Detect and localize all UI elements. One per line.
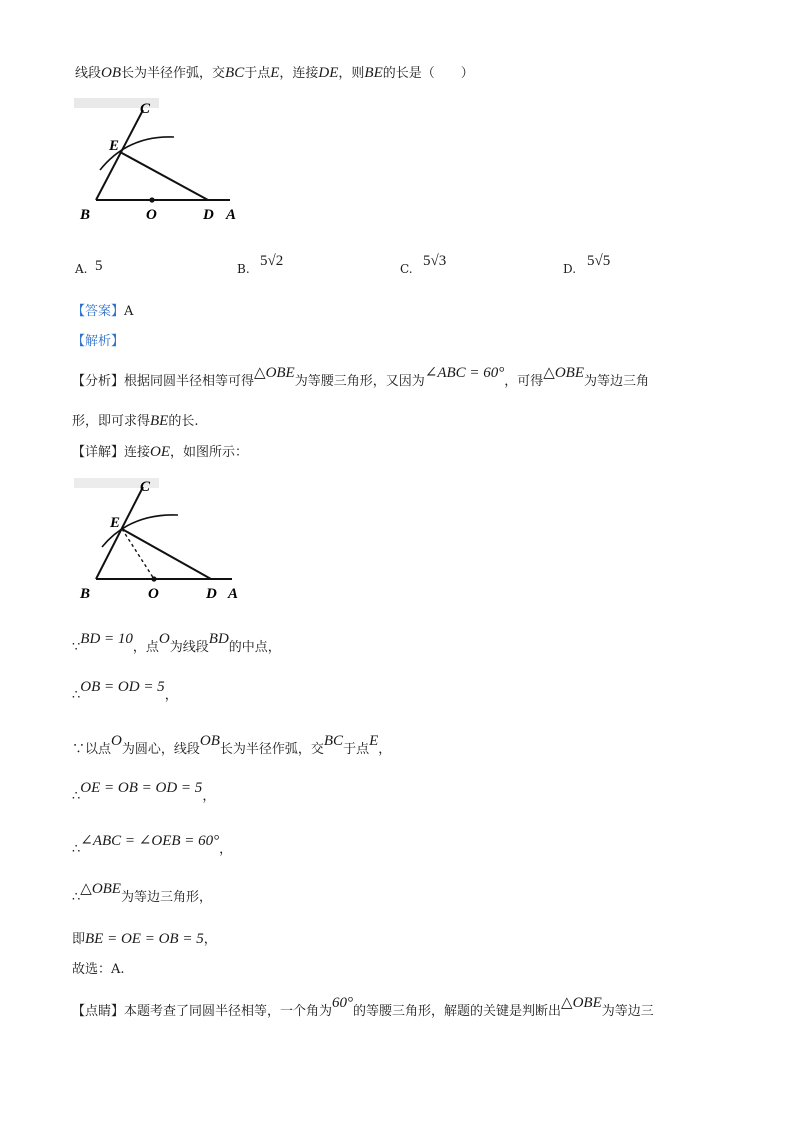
option-d-letter: D.	[563, 262, 577, 276]
step-1	[72, 631, 281, 656]
text: ，如图所示：	[170, 445, 249, 460]
option-b-value: 5√2	[260, 253, 284, 269]
math: BC	[323, 733, 344, 749]
math: ∠ABC = ∠OEB = 60°	[80, 833, 220, 849]
math: O	[111, 733, 122, 749]
math: △OBE	[80, 881, 121, 897]
text: 本题考查了同圆半径相等，一个角为	[124, 1004, 333, 1019]
line-ED	[122, 529, 211, 579]
text: 连接	[124, 445, 151, 460]
text: ，	[219, 842, 233, 857]
line-ED	[120, 152, 208, 200]
label-D: D	[206, 586, 217, 602]
label-A: A	[228, 586, 239, 602]
math: BE = OE = OB = 5	[85, 931, 204, 947]
option-c-value: 5√3	[423, 253, 447, 269]
label-D: D	[203, 207, 214, 223]
math: OB	[101, 65, 122, 81]
line-BC	[96, 487, 143, 579]
text: 的长.	[168, 414, 199, 429]
text: 为圆心，线段	[121, 742, 200, 757]
step-2	[72, 679, 178, 704]
option-a-value: 5	[95, 258, 103, 274]
point-O	[149, 197, 154, 202]
label-A: A	[226, 207, 237, 223]
step-5	[72, 833, 233, 858]
text: 根据同圆半径相等可得	[124, 374, 255, 389]
fenxi-tag: 【分析】	[72, 374, 125, 389]
text: 线段	[75, 66, 102, 81]
option-c-letter: C.	[400, 262, 413, 276]
symbol: ∴	[72, 890, 81, 905]
math: ∠ABC = 60°	[424, 365, 505, 381]
label-O: O	[146, 207, 157, 223]
label-O: O	[148, 586, 159, 602]
label-B: B	[80, 207, 91, 223]
math: △OBE	[561, 995, 602, 1011]
question-line	[75, 62, 474, 82]
fenxi-line-2	[72, 410, 198, 430]
math: O	[158, 631, 170, 647]
text: ，则	[338, 66, 365, 81]
math: OE	[150, 444, 171, 460]
symbol: ∴	[72, 688, 81, 703]
step-3	[72, 733, 392, 758]
text: 形，即可求得	[72, 414, 151, 429]
symbol: ∴	[72, 842, 81, 857]
text: 长为半径作弧，交	[219, 742, 324, 757]
answer-line	[72, 300, 133, 319]
text: 长为半径作弧，交	[121, 66, 226, 81]
text: ，	[202, 789, 216, 804]
text: ，	[378, 742, 392, 757]
label-C: C	[140, 101, 151, 117]
math: OB = OD = 5	[80, 679, 165, 695]
line-BC	[96, 110, 143, 200]
analysis-tag: 【解析】	[72, 334, 125, 349]
option-a-letter: A.	[75, 262, 88, 276]
step-4	[72, 780, 216, 805]
detail-tag: 【详解】	[72, 445, 125, 460]
geometry-figure-2	[70, 475, 260, 610]
symbol: ∴	[72, 789, 81, 804]
label-E: E	[109, 138, 120, 154]
text: 于点	[343, 742, 370, 757]
symbol: ∵	[72, 640, 81, 655]
text: 于点	[244, 66, 271, 81]
text: ，	[203, 932, 217, 947]
text: 为等腰三角形，又因为	[294, 374, 425, 389]
math: BC	[225, 65, 245, 81]
text: ，点	[132, 640, 159, 655]
math: △OBE	[254, 365, 295, 381]
text: 为线段	[169, 640, 209, 655]
text: 的长是（ ）	[382, 66, 474, 81]
text: 为等边三	[601, 1004, 654, 1019]
text: 为等边三角	[584, 374, 650, 389]
math: E	[270, 65, 280, 81]
label-C: C	[140, 479, 151, 495]
math: BD = 10	[80, 631, 133, 647]
point-O	[151, 576, 156, 581]
text: 的中点，	[228, 640, 281, 655]
dianjing-line	[72, 995, 654, 1020]
text: ，连接	[279, 66, 319, 81]
text: ，	[164, 688, 178, 703]
fenxi-line-1	[72, 365, 650, 390]
math: DE	[318, 65, 339, 81]
text: 即	[72, 932, 86, 947]
math: △OBE	[543, 365, 584, 381]
math: BE	[364, 65, 383, 81]
text: 为等边三角形，	[120, 890, 212, 905]
step-6	[72, 881, 212, 906]
answer-value: A	[124, 304, 134, 319]
step-8	[72, 958, 125, 977]
math: BD	[208, 631, 229, 647]
line-OE-dashed	[122, 529, 154, 579]
math: 60°	[332, 995, 354, 1011]
option-d-value: 5√5	[587, 253, 611, 269]
text: ，可得	[504, 374, 544, 389]
detail-line	[72, 441, 248, 461]
math: OB	[199, 733, 220, 749]
math: E	[369, 733, 379, 749]
option-b-letter: B.	[237, 262, 250, 276]
dianjing-tag: 【点睛】	[72, 1004, 125, 1019]
text: 的等腰三角形，解题的关键是判断出	[353, 1004, 562, 1019]
symbol: ∵以点	[72, 742, 112, 757]
geometry-figure-1	[70, 95, 260, 230]
step-7	[72, 928, 217, 948]
label-E: E	[110, 515, 121, 531]
text: 故选：A.	[72, 962, 125, 977]
label-B: B	[80, 586, 91, 602]
math: OE = OB = OD = 5	[80, 780, 203, 796]
answer-tag: 【答案】	[72, 304, 125, 319]
math: BE	[150, 413, 169, 429]
